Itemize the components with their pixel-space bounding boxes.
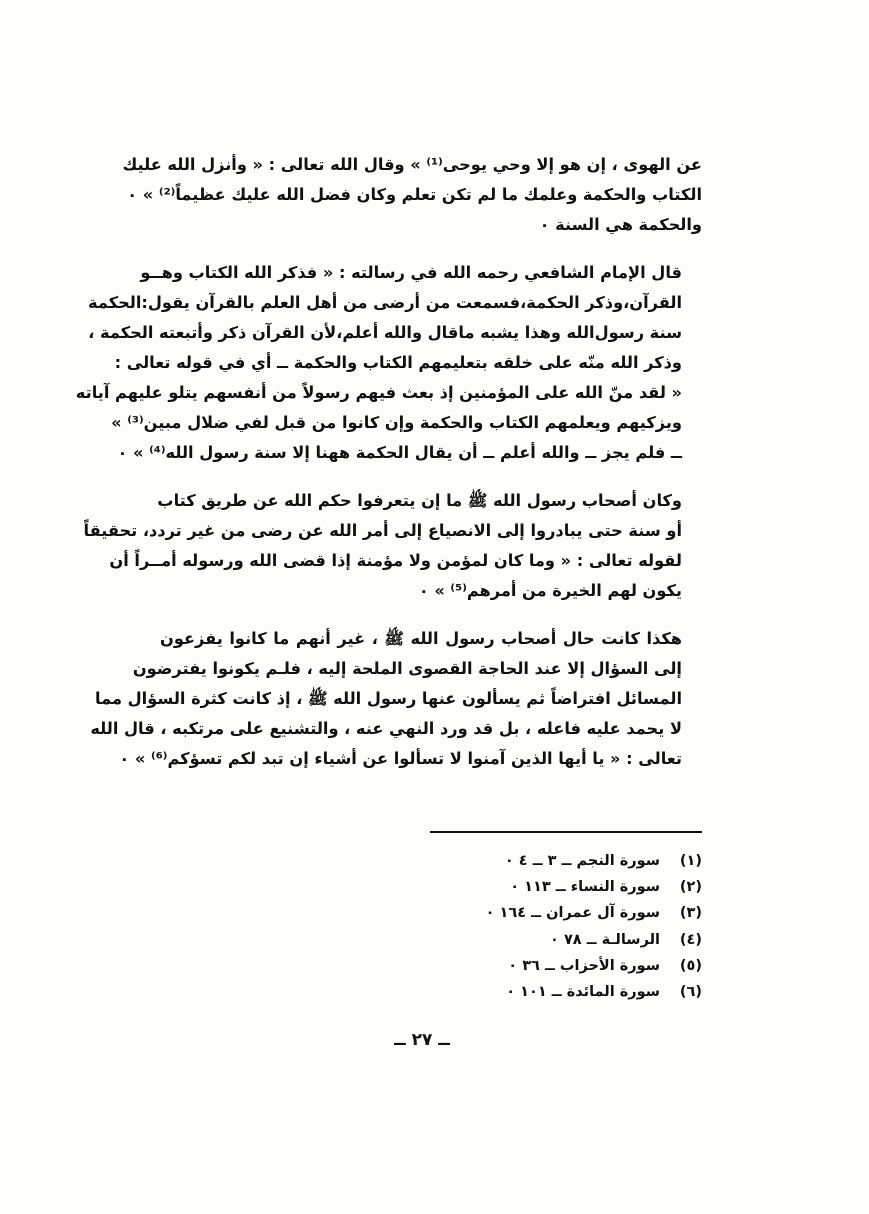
footnote-number: (٦) <box>679 984 702 1001</box>
main-text <box>75 150 702 792</box>
footnote-number: (٤) <box>679 931 702 948</box>
footnote-divider <box>430 831 702 833</box>
text-line: عن الهوى ، إن هو إلا وحي يوحى⁽¹⁾ » وقال الله تعالى : « وأنزل الله عليك <box>122 155 702 174</box>
paragraph-2 <box>75 258 702 468</box>
text-line: القرآن،وذكر الحكمة،فسمعت من أرضى من أهل العلم بالقرآن يقول:الحكمة <box>88 293 682 312</box>
text-line: والحكمة هي السنة ٠ <box>539 215 702 234</box>
footnote-item <box>420 900 702 926</box>
footnote-text: سورة الأحزاب ــ ٣٦ ٠ <box>508 957 660 974</box>
text-line: ويزكيهم ويعلمهم الكتاب والحكمة وإن كانوا من قبل لفي ضلال مبين⁽³⁾ » <box>111 413 682 432</box>
text-line: وذكر الله منّه على خلقه بتعليمهم الكتاب والحكمة ــ أي في قوله تعالى : <box>114 353 682 372</box>
footnotes <box>420 848 702 1005</box>
text-line: إلى السؤال إلا عند الحاجة القصوى الملحة إليه ، فلـم يكونوا يفترضون <box>132 659 682 678</box>
text-line: أو سنة حتى يبادروا إلى الانصياع إلى أمر الله عن رضى من غير تردد، تحقيقاً <box>83 521 682 540</box>
footnote-text: سورة المائدة ــ ١٠١ ٠ <box>506 984 660 1001</box>
paragraph-4 <box>90 624 702 774</box>
footnote-text: سورة النجم ــ ٣ ــ ٤ ٠ <box>504 853 660 869</box>
footnote-item <box>420 953 702 979</box>
text-line: المسائل افتراضاً ثم يسألون عنها رسول الله ﷺ ، إذ كانت كثرة السؤال مما <box>95 689 682 708</box>
footnote-number: (٥) <box>679 957 702 974</box>
footnote-item <box>420 979 702 1005</box>
footnote-item <box>420 927 702 953</box>
text-line: تعالى : « يا أيها الذين آمنوا لا تسألوا عن أشياء إن تبد لكم تسؤكم⁽⁶⁾ » ٠ <box>119 749 682 768</box>
text-line: سنة رسول‌الله وهذا يشبه ماقال والله أعلم،لأن القرآن ذكر وأتبعته الحكمة ، <box>88 323 682 342</box>
footnote-item <box>420 848 702 874</box>
text-line: هكذا كانت حال أصحاب رسول الله ﷺ ، غير أنهم ما كانوا يفزعون <box>160 629 682 648</box>
text-line: وكان أصحاب رسول الله ﷺ ما إن يتعرفوا حكم الله عن طريق كتاب <box>157 491 682 510</box>
footnote-text: الرسالـة ــ ٧٨ ٠ <box>550 931 660 948</box>
footnote-item <box>420 874 702 900</box>
text-line: الكتاب والحكمة وعلمك ما لم تكن تعلم وكان فضل الله عليك عظيماً⁽²⁾ » ٠ <box>127 185 702 204</box>
page-number: ــ ٢٧ ــ <box>394 1030 450 1050</box>
footnote-number: (١) <box>679 853 702 869</box>
text-line: ــ فلم يجز ــ والله أعلم ــ أن يقال الحكمة ههنا إلا سنة رسول الله⁽⁴⁾ » ٠ <box>117 443 682 462</box>
footnote-number: (٣) <box>679 905 702 922</box>
footnote-text: سورة النساء ــ ١١٣ ٠ <box>510 879 660 896</box>
text-line: « لقد منّ الله على المؤمنين إذ بعث فيهم رسولاً من أنفسهم يتلو عليهم آياته <box>75 383 682 402</box>
footnote-text: سورة آل عمران ــ ١٦٤ ٠ <box>485 905 660 922</box>
text-line: يكون لهم الخيرة من أمرهم⁽⁵⁾ » ٠ <box>418 581 682 600</box>
text-line: قال الإمام الشافعي رحمه الله في رسالته : « فذكر الله الكتاب وهــو <box>140 263 682 282</box>
paragraph-3 <box>83 486 702 606</box>
paragraph-1 <box>122 150 702 240</box>
text-line: لقوله تعالى : « وما كان لمؤمن ولا مؤمنة إذا قضى الله ورسوله أمــراً أن <box>109 551 682 570</box>
text-line: لا يحمد عليه فاعله ، بل قد ورد النهي عنه ، والتشنيع على مرتكبه ، قال الله <box>90 719 682 738</box>
footnote-number: (٢) <box>679 879 702 896</box>
